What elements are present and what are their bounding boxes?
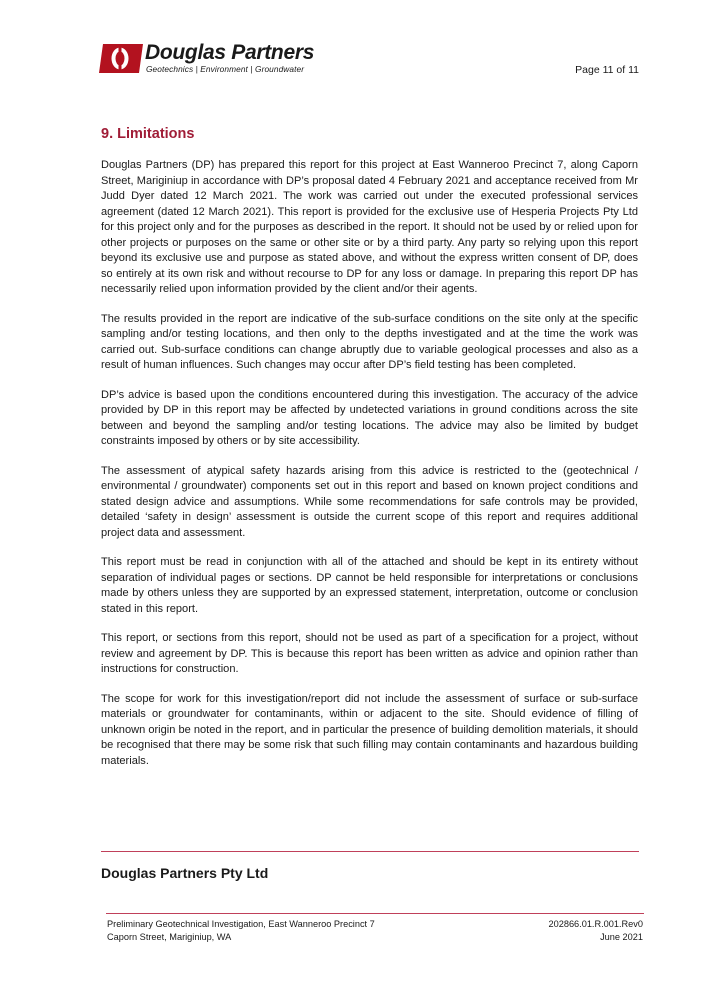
paragraph: DP’s advice is based upon the conditions encountered during this investigation. The accuracy of the advice provided by DP in this report may be affected by undetected variations in ground conditions across the site between and beyond the sampling and/or testing locations. The advice may also be limited by budget constraints imposed by others or by site accessibility. — [101, 388, 638, 447]
paragraph: Douglas Partners (DP) has prepared this report for this project at East Wanneroo Precinct 7, along Caporn Street, Mariginiup in accordance with DP’s proposal dated 4 February 2021 and acceptance received from Mr Judd Dyer dated 12 March 2021. The work was carried out under the executed professional services agreement (dated 12 March 2021). This report is provided for the exclusive use of Hesperia Projects Pty Ltd for this project only and for the purposes as described in the report. It should not be used by or relied upon for other projects or purposes on the same or other site or by a third party. Any party so relying upon this report beyond its exclusive use and purpose as stated above, and without the express written consent of DP, does so entirely at its own risk and without recourse to DP for any loss or damage. In preparing this report DP has necessarily relied upon information provided by the client and/or their agents. — [101, 159, 638, 295]
paragraph: This report must be read in conjunction with all of the attached and should be kept in its entirety without separation of individual pages or sections. DP cannot be held responsible for interpretations or conclusions made by others unless they are supported by an expressed statement, interpretation, outcome or conclusion stated in this report. — [101, 556, 638, 615]
paragraph: The assessment of atypical safety hazards arising from this advice is restricted to the (geotechnical / environmental / groundwater) components set out in this report and based on known project conditions and stated design advice and assumptions. While some recommendations for safe controls may be provided, detailed ‘safety in design’ assessment is outside the current scope of this report and requires additional project data and assessment. — [101, 464, 638, 539]
logo-wordmark: Douglas Partners — [145, 41, 315, 64]
douglas-partners-logo-icon — [99, 44, 143, 73]
paragraph: This report, or sections from this report, should not be used as part of a specification for a project, without review and agreement by DP. This is because this report has been written as advice and opinion rather than instructions for construction. — [101, 632, 638, 675]
paragraph: The results provided in the report are indicative of the sub-surface conditions on the site only at the specific sampling and/or testing locations, and then only to the depths investigated and at the time the work was carried out. Sub-surface conditions can change abruptly due to variable geological processes and also as a result of human influences. Such changes may occur after DP’s field testing has been completed. — [101, 312, 638, 371]
company-signature: Douglas Partners Pty Ltd — [101, 865, 269, 881]
footer-divider — [106, 913, 644, 914]
footer-report-title: Preliminary Geotechnical Investigation, East Wanneroo Precinct 7 — [107, 919, 375, 929]
footer-site-address: Caporn Street, Mariginiup, WA — [107, 931, 232, 942]
page-number: Page 11 of 11 — [575, 64, 639, 76]
footer-project-info — [107, 918, 375, 943]
signature-divider — [101, 851, 639, 852]
paragraph: The scope for work for this investigation/report did not include the assessment of surface or sub-surface materials or groundwater for contaminants, within or adjacent to the site. Should evidence of filling of unknown origin be noted in the report, and in particular the presence of building demolition materials, it should be recognised that there may be some risk that such filling may contain contaminants and hazardous building materials. — [101, 692, 638, 767]
footer-report-ref: 202866.01.R.001.Rev0 — [548, 919, 643, 929]
logo-tagline: Geotechnics | Environment | Groundwater — [146, 64, 305, 74]
company-logo — [99, 43, 329, 75]
footer-report-meta — [549, 918, 644, 943]
limitations-body — [101, 158, 638, 783]
footer-date: June 2021 — [600, 931, 643, 942]
section-heading: 9. Limitations — [101, 126, 195, 142]
